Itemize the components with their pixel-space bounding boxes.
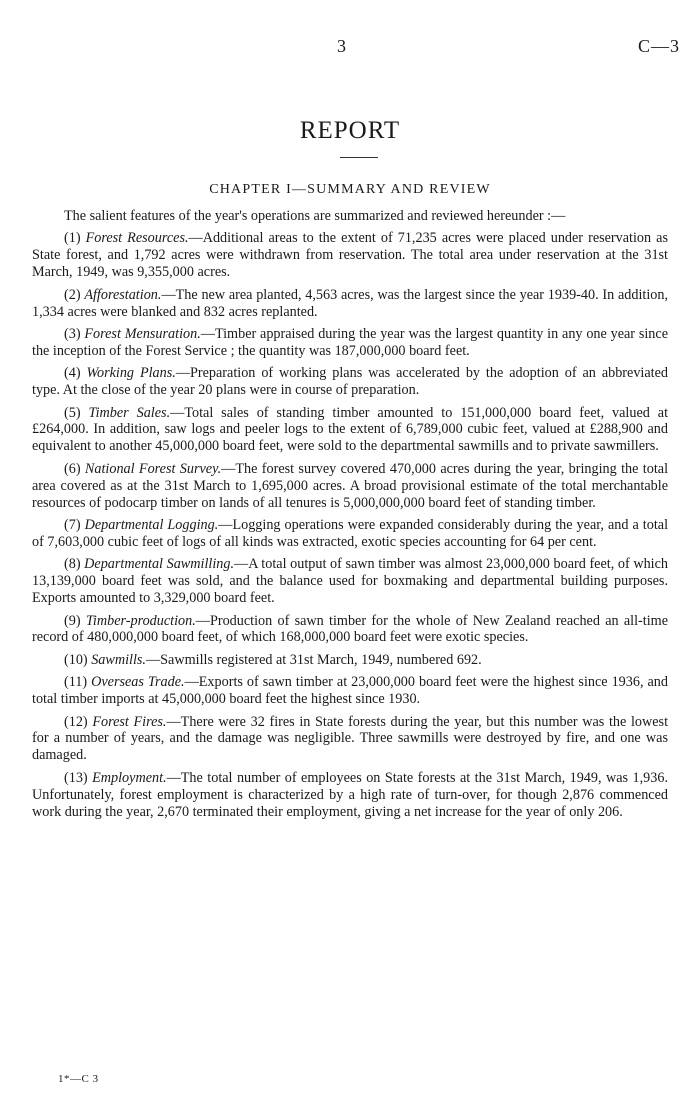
item-title: Overseas Trade. [91, 674, 185, 691]
item-paragraph [32, 517, 668, 551]
item-title: Sawmills. [91, 651, 146, 668]
footer-code: 1*—C 3 [58, 1073, 99, 1085]
item-text: —The forest survey covered 470,000 acres during the year, bringing the total area covered as at the 31st March to 1,695,000 acres. A broad provisional estimate of the total merchantable resources of podocarp timber on lands of all tenures is 5,000,000,000 board feet of standing timber. [32, 460, 669, 511]
item-title: Forest Resources. [85, 230, 189, 247]
item-number: (5) [64, 404, 81, 421]
item-title: Forest Fires. [92, 713, 167, 730]
item-number: (3) [64, 325, 81, 342]
item-paragraph [32, 613, 668, 647]
item-text: —The total number of employees on State forests at the 31st March, 1949, was 1,936. Unfortunately, forest employment is characterized by a high rate of turn-over, for though 2,876 commenced work during the year, 2,670 terminated their employment, giving a net increase for the year of only 206. [32, 769, 669, 820]
item-paragraph [32, 365, 668, 399]
item-number: (9) [64, 612, 81, 629]
item-number: (13) [64, 769, 88, 786]
chapter-heading: CHAPTER I—SUMMARY AND REVIEW [209, 182, 491, 197]
item-text: —Total sales of standing timber amounted to 151,000,000 board feet, valued at £264,000. In addition, saw logs and peeler logs to the extent of 6,789,000 cubic feet, valued at £288,900 and equivalent to another 45,000,000 board feet, were sold to the departmental sawmills and to private sawmillers. [32, 404, 669, 455]
report-title: REPORT [299, 117, 401, 144]
item-paragraph [32, 674, 668, 708]
item-title: Afforestation. [84, 286, 162, 303]
item-number: (10) [64, 651, 88, 668]
item-text: —Logging operations were expanded considerably during the year, and a total of 7,603,000 cubic feet of logs of all kinds was extracted, exotic species accounting for 64 per cent. [32, 517, 669, 550]
item-number: (12) [64, 713, 88, 730]
item-text: —The new area planted, 4,563 acres, was the largest since the year 1939-40. In addition, 1,334 acres were blanked and 832 acres replanted. [32, 286, 668, 320]
item-title: Timber-production. [85, 612, 196, 629]
item-text: —Timber appraised during the year was the largest quantity in any one year since the inception of the Forest Service ; the quantity was 187,000,000 board feet. [32, 325, 668, 359]
title-rule [340, 157, 378, 158]
item-title: Employment. [92, 769, 167, 786]
item-number: (4) [64, 365, 81, 382]
item-number: (8) [64, 556, 81, 573]
item-title: Departmental Logging. [84, 517, 219, 533]
intro-paragraph: The salient features of the year's operations are summarized and reviewed hereunder :— [64, 208, 566, 224]
item-text: —Sawmills registered at 31st March, 1949, numbered 692. [145, 651, 482, 668]
item-text: —Exports of sawn timber at 23,000,000 board feet were the highest since 1936, and total timber imports at 45,000,000 board feet the highest since 1930. [32, 674, 668, 708]
report-body [32, 208, 668, 826]
document-code: C—3 [637, 36, 680, 56]
item-title: Departmental Sawmilling. [84, 556, 235, 573]
item-paragraph [32, 770, 668, 821]
item-number: (1) [64, 230, 81, 247]
item-paragraph [32, 714, 668, 765]
page-number: 3 [337, 36, 347, 56]
item-number: (2) [64, 286, 81, 303]
item-number: (6) [64, 460, 81, 477]
item-title: National Forest Survey. [84, 460, 222, 477]
item-paragraph [32, 652, 668, 669]
item-number: (11) [64, 674, 88, 691]
item-title: Timber Sales. [88, 404, 171, 421]
item-paragraph [32, 405, 668, 456]
item-number: (7) [64, 517, 81, 533]
item-text: —Preparation of working plans was accelerated by the adoption of an abbreviated type. At the close of the year 20 plans were in course of preparation. [32, 365, 668, 399]
item-text: —There were 32 fires in State forests during the year, but this number was the lowest for a number of years, and the damage was negligible. Three sawmills were destroyed by fire, and one was damaged. [32, 713, 669, 764]
item-paragraph [32, 556, 668, 607]
item-paragraph [32, 461, 668, 512]
item-text: —Production of sawn timber for the whole of New Zealand reached an all-time record of 480,000,000 board feet, of which 168,000,000 board feet were exotic species. [32, 612, 668, 646]
item-text: —Additional areas to the extent of 71,235 acres were placed under reservation as State forest, and 1,792 acres were withdrawn from reservation. The total area under reservation at the 31st March, 1949, was 9,355,000 acres. [32, 230, 668, 281]
item-title: Forest Mensuration. [84, 325, 201, 342]
item-paragraph [32, 287, 668, 321]
item-paragraph [32, 326, 668, 360]
item-paragraph [32, 230, 668, 281]
item-text: —A total output of sawn timber was almost 23,000,000 board feet, of which 13,139,000 board feet was sold, and the balance used for boxmaking and departmental building purposes. Exports amounted to 3,329,000 board feet. [32, 556, 668, 607]
item-title: Working Plans. [86, 365, 176, 382]
